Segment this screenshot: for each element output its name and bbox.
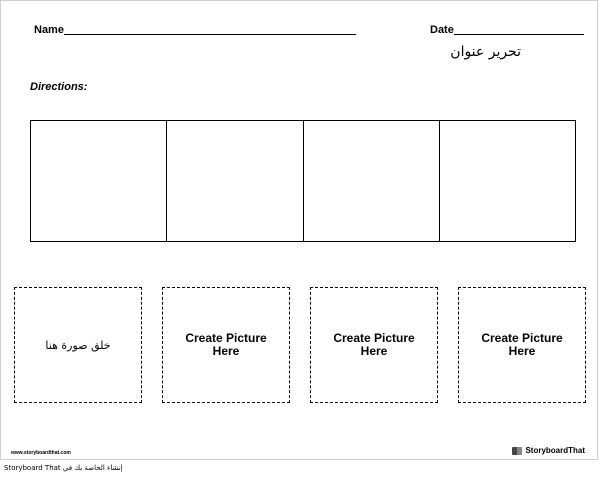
picture-box-text: Create Picture Here [185,331,267,358]
storyboard-logo-icon [512,447,522,455]
footer-note: إنشاء الخاصة بك في Storyboard That [4,464,123,472]
storyboard-panel[interactable] [304,121,440,241]
worksheet-title: تحرير عنوان [450,44,521,60]
picture-box-text: Create Picture Here [481,331,563,358]
storyboard-panel[interactable] [167,121,303,241]
website-url: www.storyboardthat.com [11,450,71,456]
storyboard-panel[interactable] [440,121,575,241]
brand-logo [512,446,585,455]
brand-name: StoryboardThat [525,446,585,455]
picture-box-4[interactable] [458,287,586,403]
picture-box-text: Create Picture Here [333,331,415,358]
picture-box-text: خلق صورة هنا [45,338,111,352]
picture-box-2[interactable] [162,287,290,403]
date-line[interactable] [454,34,584,35]
picture-box-3[interactable] [310,287,438,403]
date-label: Date [430,24,454,36]
picture-box-1[interactable] [14,287,142,403]
name-line[interactable] [64,34,356,35]
storyboard-panels [30,120,576,242]
name-label: Name [34,24,64,36]
storyboard-panel[interactable] [31,121,167,241]
directions-label: Directions: [30,81,88,93]
